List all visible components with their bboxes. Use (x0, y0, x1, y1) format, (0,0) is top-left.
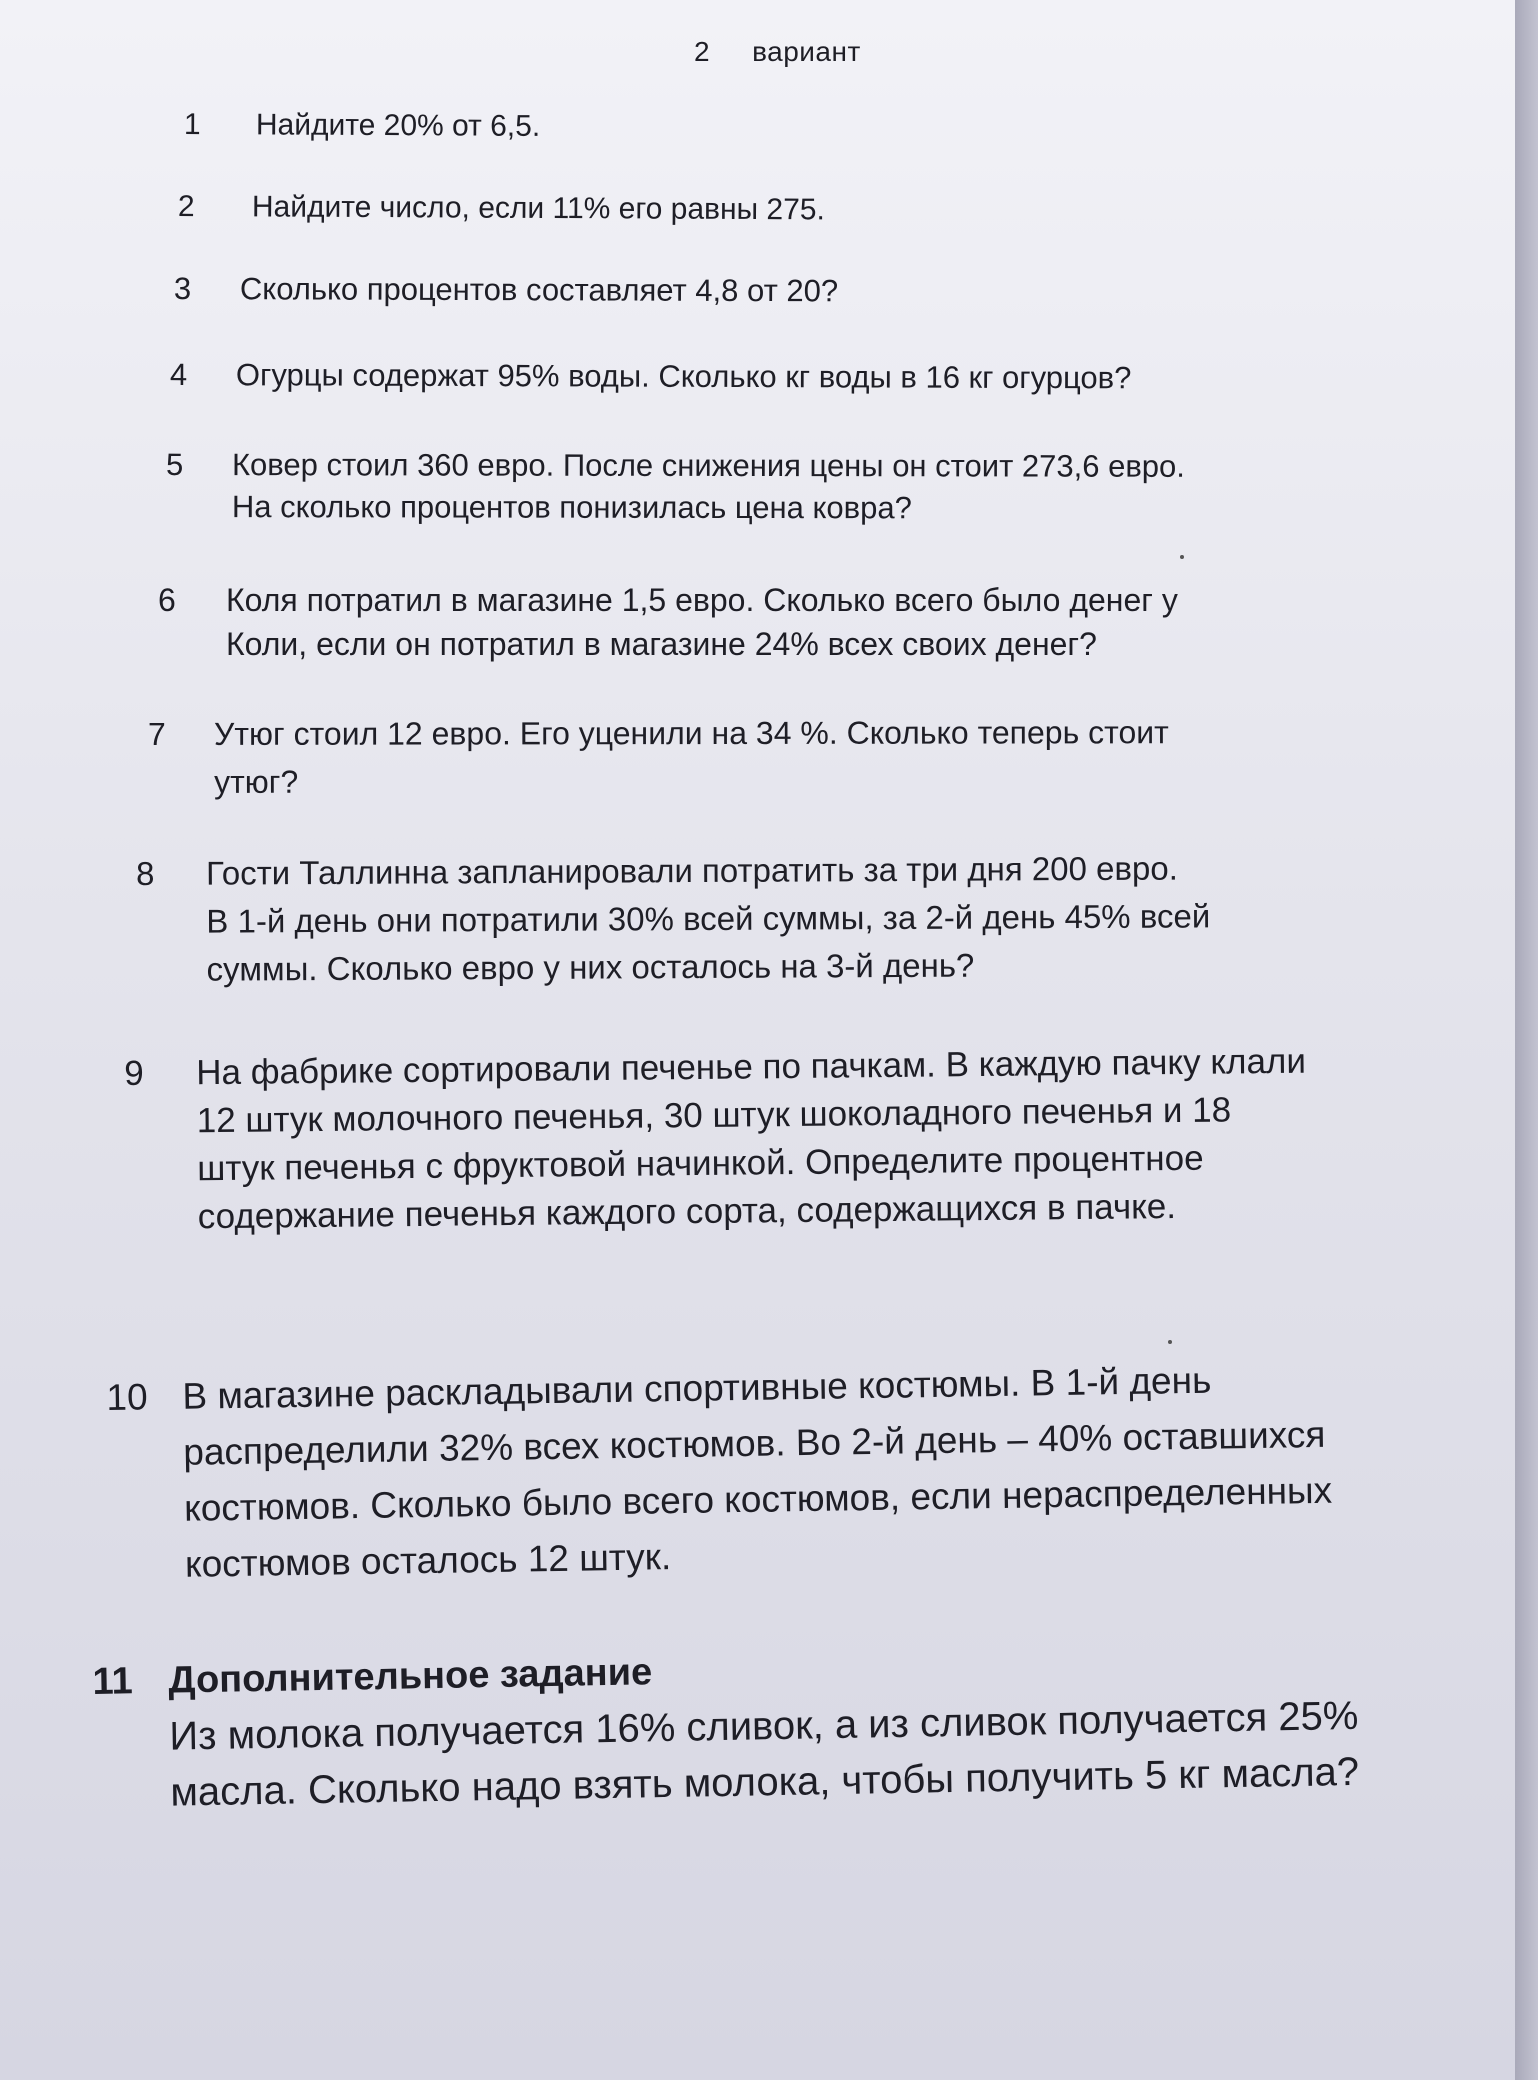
task-number: 11 (92, 1660, 134, 1703)
task-text (252, 188, 825, 229)
task-line: В 1-й день они потратили 30% всей суммы, за 2-й день 45% всей (206, 897, 1211, 940)
task-number: 4 (169, 357, 188, 393)
task-line: суммы. Сколько евро у них осталось на 3-й день? (206, 946, 975, 988)
paper-speck (1168, 1340, 1172, 1344)
task-number: 9 (124, 1053, 144, 1093)
task-text (232, 444, 1185, 530)
task-line: 12 штук молочного печенья, 30 штук шоколадного печенья и 18 (196, 1090, 1232, 1141)
task-text (206, 844, 1211, 993)
task-line: На фабрике сортировали печенье по пачкам. В каждую пачку клали (196, 1041, 1307, 1093)
task-number: 1 (183, 107, 201, 142)
task-line: костюмов осталось 12 штук. (184, 1536, 672, 1585)
task-number: 7 (148, 715, 166, 752)
variant-number: 2 (694, 36, 711, 67)
task-line: Коля потратил в магазине 1,5 евро. Сколько всего было денег у (226, 582, 1178, 618)
page-edge (1515, 0, 1538, 2080)
task-text (214, 708, 1169, 806)
task-line: Утюг стоил 12 евро. Его уценили на 34 %. Сколько теперь стоит (214, 714, 1169, 752)
variant-header (694, 36, 861, 68)
task-line: масла. Сколько надо взять молока, чтобы получить 5 кг масла? (170, 1749, 1360, 1815)
paper-speck (1180, 555, 1184, 559)
task-line: В магазине раскладывали спортивные костюмы. В 1-й день (182, 1359, 1212, 1417)
task-heading: Дополнительное задание (168, 1651, 653, 1702)
task-line: содержание печенья каждого сорта, содержащихся в пачке. (197, 1186, 1177, 1237)
task-line: На сколько процентов понизилась цена ковра? (231, 489, 912, 526)
task-line: Коли, если он потратил в магазине 24% всех своих денег? (226, 626, 1097, 662)
task-number: 6 (158, 582, 176, 618)
task-number: 5 (165, 447, 184, 483)
task-line: костюмов. Сколько было всего костюмов, если нераспределенных (183, 1469, 1333, 1529)
task-line: Из молока получается 16% сливок, а из сливок получается 25% (169, 1693, 1359, 1759)
task-number: 10 (106, 1376, 148, 1418)
variant-label: вариант (752, 36, 861, 67)
task-text (168, 1632, 1360, 1821)
task-line: Огурцы содержат 95% воды. Сколько кг воды в 16 кг огурцов? (235, 357, 1132, 396)
task-line: Сколько процентов составляет 4,8 от 20? (239, 271, 839, 309)
task-number: 8 (136, 854, 155, 892)
task-line: Ковер стоил 360 евро. После снижения цены он стоит 273,6 евро. (231, 447, 1185, 484)
task-text (196, 1038, 1308, 1242)
task-text (240, 270, 838, 310)
task-number: 3 (173, 271, 192, 307)
task-text (236, 356, 1132, 397)
task-line: утюг? (214, 763, 299, 800)
task-text (182, 1351, 1333, 1593)
task-line: Найдите число, если 11% его равны 275. (251, 190, 825, 227)
task-line: Найдите 20% от 6,5. (255, 108, 541, 143)
task-line: распределили 32% всех костюмов. Во 2-й день – 40% оставшихся (182, 1413, 1326, 1473)
task-number: 2 (177, 189, 195, 224)
task-text (226, 578, 1178, 666)
task-text (256, 106, 541, 145)
task-line: Гости Таллинна запланировали потратить за три дня 200 евро. (206, 849, 1178, 892)
task-line: штук печенья с фруктовой начинкой. Определите процентное (197, 1138, 1204, 1189)
